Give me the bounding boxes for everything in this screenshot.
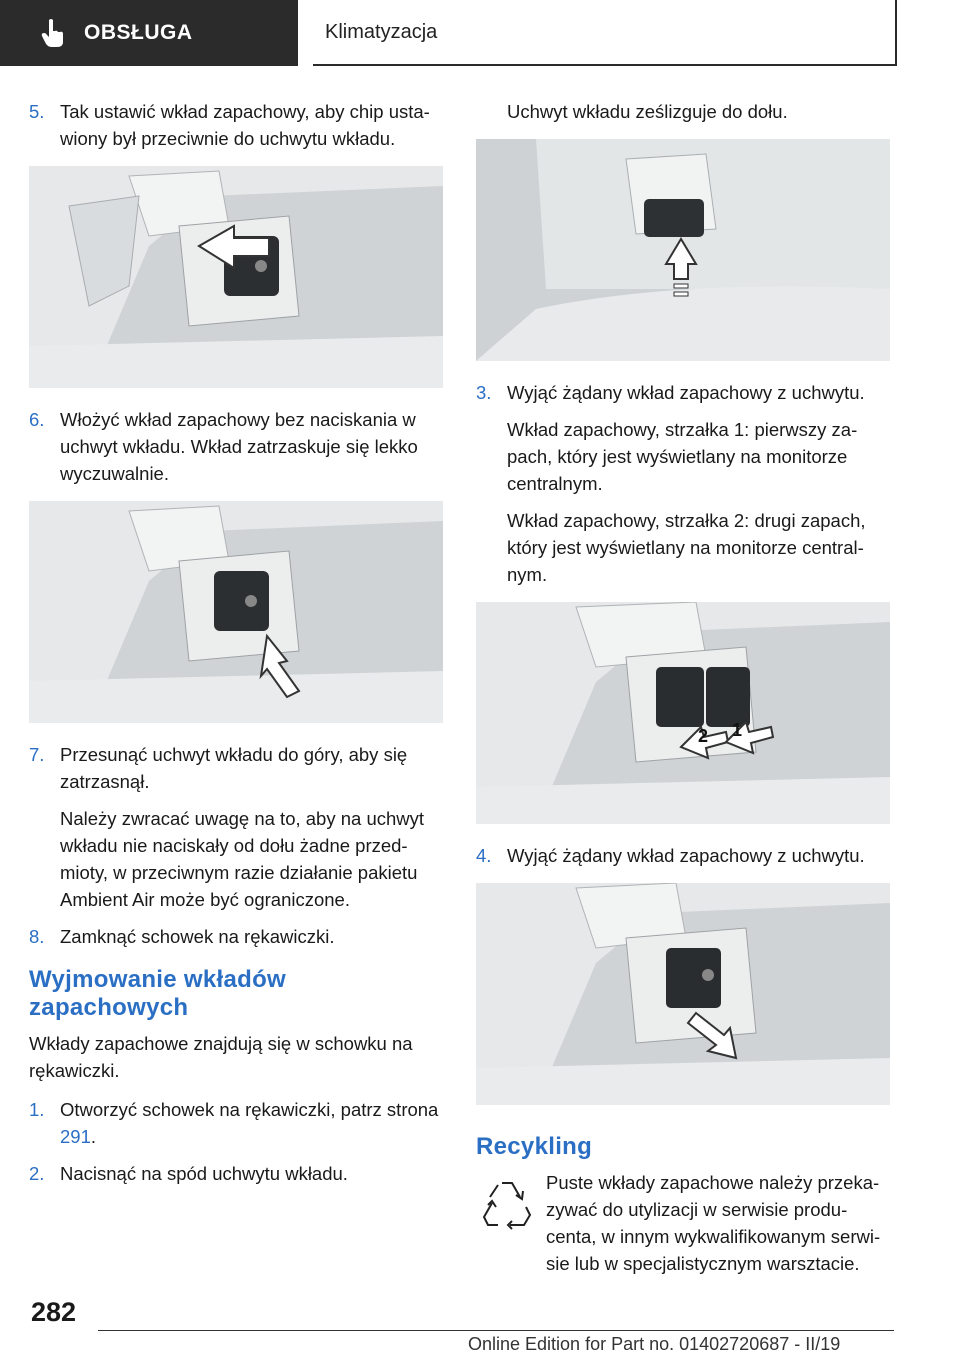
step-8 xyxy=(29,923,443,950)
photo-remove-cartridge xyxy=(476,883,890,1105)
step-7 xyxy=(29,741,443,913)
step-note-arrow1: Wkład zapachowy, strzałka 1: pierwszy za-pach, który jest wyświetlany na monitorze centralnym. xyxy=(507,419,858,494)
step-2-note: Uchwyt wkładu ześlizguje do dołu. xyxy=(507,101,788,122)
recycle-icon xyxy=(480,1177,534,1231)
photo-insert-cartridge-step5 xyxy=(29,166,443,388)
photo-cartridge-snap-step6 xyxy=(29,501,443,723)
section-intro: Wkłady zapachowe znajdują się w schowku na rękawiczki. xyxy=(29,1033,413,1081)
recycling-heading: Recykling xyxy=(476,1133,593,1160)
arrow-label-1: 1 xyxy=(732,720,743,740)
footer-edition: Online Edition for Part no. 01402720687 - II/19 xyxy=(468,1334,841,1354)
photo-two-cartridges xyxy=(476,602,890,824)
photo-holder-slides-down xyxy=(476,139,890,361)
step-number: 4. xyxy=(476,845,492,866)
section-tab xyxy=(0,0,298,66)
step-text: Zamknąć schowek na rękawiczki. xyxy=(60,926,335,947)
step-3 xyxy=(476,379,890,588)
step-6 xyxy=(29,406,443,487)
step-number: 1. xyxy=(29,1099,45,1120)
step-number: 2. xyxy=(29,1163,45,1184)
step-1 xyxy=(29,1096,443,1150)
step-2 xyxy=(29,1160,443,1187)
step-4 xyxy=(476,842,890,869)
step-text: Włożyć wkład zapachowy bez naciskania w uchwyt wkładu. Wkład zatrzaskuje się lekko wyczuwalnie. xyxy=(60,409,418,484)
section-tab-label: OBSŁUGA xyxy=(84,21,193,44)
recycling-text: Puste wkłady zapachowe należy przeka-zywać do utylizacji w serwisie produ-centa, w innym wykwalifikowanym serwi-sie lub w specjalistycznym warsztacie. xyxy=(546,1172,881,1274)
step-number: 5. xyxy=(29,101,45,122)
left-column xyxy=(29,98,443,1197)
step-note-arrow2: Wkład zapachowy, strzałka 2: drugi zapach, który jest wyświetlany na monitorze central-nym. xyxy=(507,510,866,585)
step-number: 8. xyxy=(29,926,45,947)
step-text: Tak ustawić wkład zapachowy, aby chip usta-wiony był przeciwnie do uchwytu wkładu. xyxy=(60,101,430,149)
step-text: Nacisnąć na spód uchwytu wkładu. xyxy=(60,1163,348,1184)
arrow-label-2: 2 xyxy=(698,726,709,746)
step-number: 7. xyxy=(29,744,45,765)
page-number: 282 xyxy=(31,1297,77,1327)
step-number: 6. xyxy=(29,409,45,430)
page-reference-link[interactable]: 291 xyxy=(60,1126,91,1147)
step-number: 3. xyxy=(476,382,492,403)
footer-divider xyxy=(98,1330,894,1331)
step-text: Przesunąć uchwyt wkładu do góry, aby się zatrzasnął. xyxy=(60,744,408,792)
step-text: Otworzyć schowek na rękawiczki, patrz strona 291. xyxy=(60,1099,439,1147)
recycling-block xyxy=(476,1169,890,1277)
chapter-title: Klimatyzacja xyxy=(325,20,438,43)
step-text: Wyjąć żądany wkład zapachowy z uchwytu. xyxy=(507,382,865,403)
step-text: Wyjąć żądany wkład zapachowy z uchwytu. xyxy=(507,845,865,866)
right-column xyxy=(476,98,890,1277)
hand-pointer-icon xyxy=(40,18,66,48)
section-heading: Wyjmowanie wkładów zapachowych xyxy=(29,966,287,1021)
chapter-header xyxy=(313,0,897,66)
step-5 xyxy=(29,98,443,152)
step-note: Należy zwracać uwagę na to, aby na uchwyt wkładu nie naciskały od dołu żadne przed-mioty, w przeciwnym razie działanie pakietu Ambient Air może być ograniczone. xyxy=(60,808,425,910)
